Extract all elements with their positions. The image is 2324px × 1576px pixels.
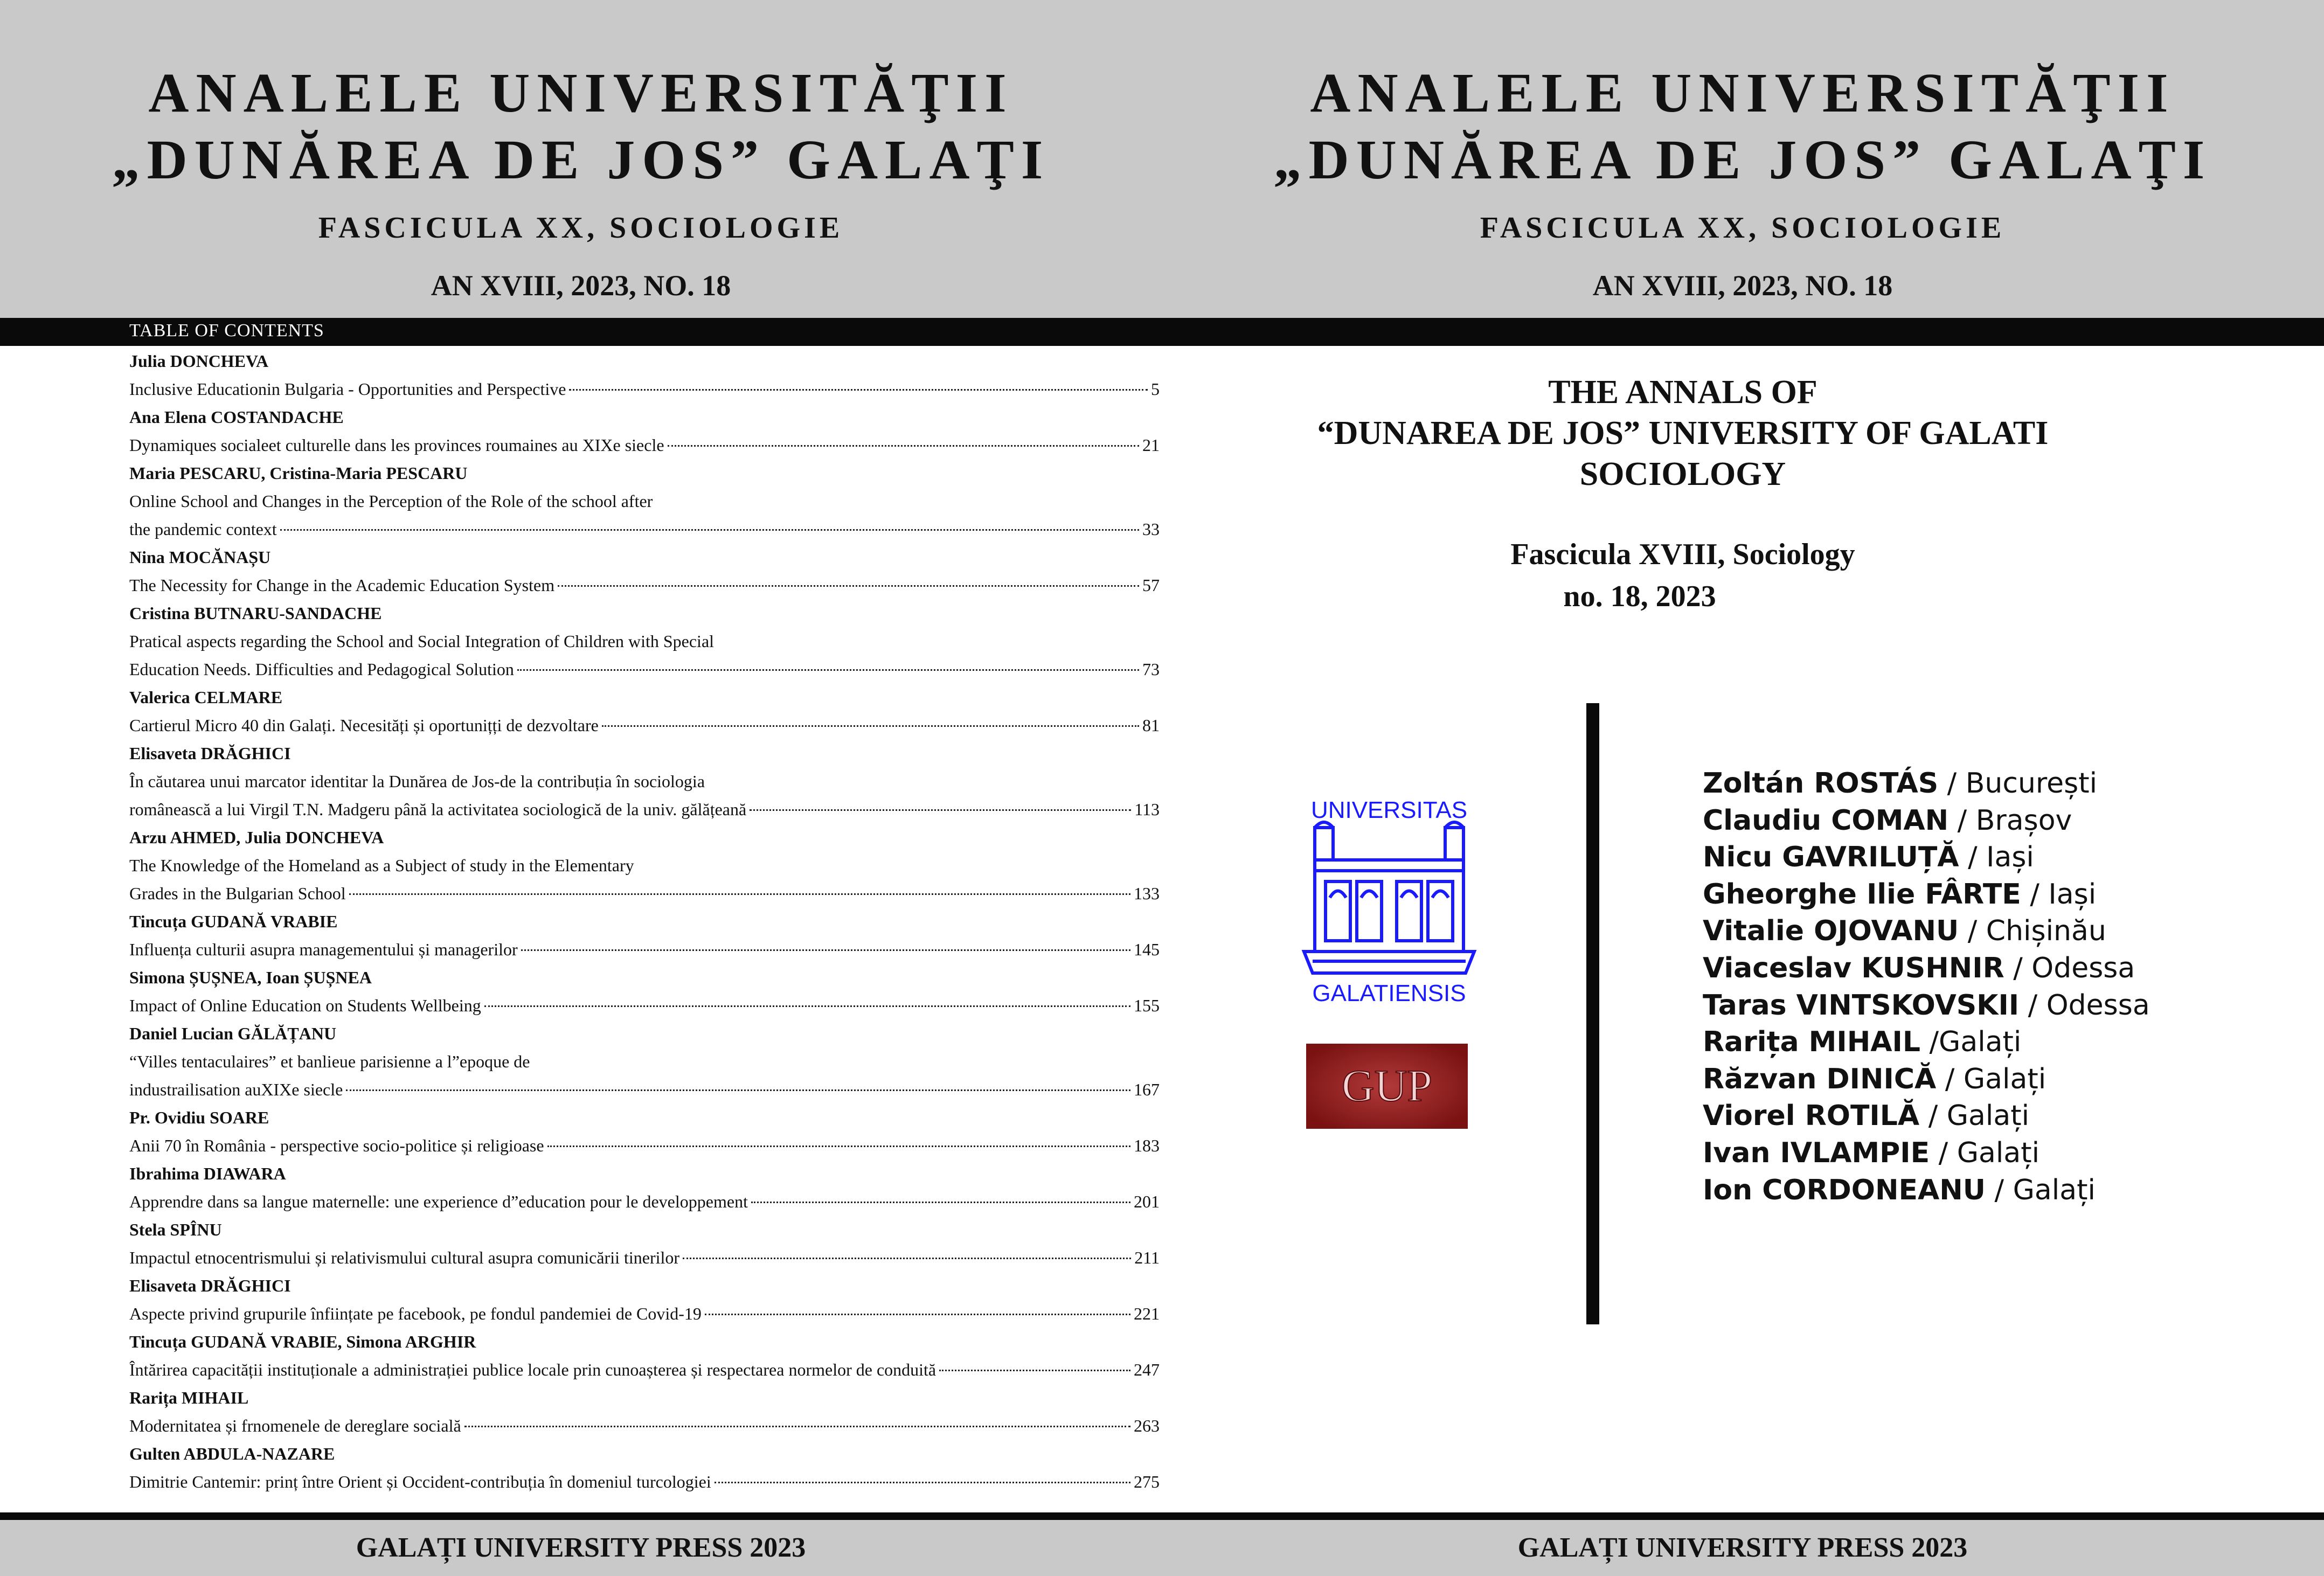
toc-page-number: 221 (1134, 1304, 1160, 1323)
gup-press-icon (1306, 1044, 1468, 1129)
toc-page-number: 73 (1142, 659, 1160, 679)
board-member-name: Viaceslav KUSHNIR (1703, 952, 2004, 984)
toc-article-line (129, 487, 1160, 515)
toc-author: Ana Elena COSTANDACHE (129, 407, 344, 427)
board-member-name: Răzvan DINICĂ (1703, 1063, 1937, 1095)
annals-title-line1: THE ANNALS OF (1548, 374, 1817, 411)
board-member-name: Nicu GAVRILUȚĂ (1703, 841, 1959, 874)
board-member-name: Zoltán ROSTÁS (1703, 767, 1939, 800)
toc-leader-dots (602, 725, 1139, 727)
board-member-name: Claudiu COMAN (1703, 804, 1949, 837)
toc-article-title: Anii 70 în România - perspective socio-politice și religioase (129, 1136, 544, 1155)
toc-leader-dots (683, 1258, 1131, 1259)
toc-article-title: Grades in the Bulgarian School (129, 884, 346, 903)
toc-heading: TABLE OF CONTENTS (129, 321, 324, 341)
board-member-city: / Galați (1930, 1136, 2040, 1169)
toc-author: Arzu AHMED, Julia DONCHEVA (129, 828, 384, 847)
toc-page-number: 211 (1134, 1248, 1160, 1267)
toc-article-line (129, 1047, 1160, 1075)
toc-page-number: 133 (1134, 884, 1160, 903)
toc-page-number: 183 (1134, 1136, 1160, 1155)
toc-entry (129, 963, 1160, 1019)
toc-entry (129, 1160, 1160, 1216)
toc-leader-dots (751, 1202, 1130, 1203)
toc-article-line (129, 879, 1160, 907)
footer-rule (0, 1512, 2324, 1520)
board-member-name: Gheorghe Ilie FÂRTE (1703, 878, 2021, 911)
journal-fascicula: FASCICULA XX, SOCIOLOGIE (318, 211, 844, 245)
toc-leader-dots (569, 389, 1148, 391)
toc-article-title: the pandemic context (129, 519, 277, 539)
toc-page-number: 263 (1134, 1416, 1160, 1435)
toc-leader-dots (939, 1370, 1130, 1371)
university-logo (1292, 790, 1486, 1005)
journal-title-line2: „DUNĂREA DE JOS” GALAŢI (1273, 129, 2212, 191)
editorial-board (1703, 765, 2150, 1209)
board-member-city: / Brașov (1948, 804, 2072, 837)
toc-page-number: 81 (1142, 716, 1160, 735)
toc-article-title: Pratical aspects regarding the School and Social Integration of Children with Special (129, 631, 714, 651)
journal-title-line1: ANALELE UNIVERSITĂŢII (1310, 62, 2175, 124)
toc-leader-dots (517, 669, 1139, 671)
toc-article-title: Apprendre dans sa langue maternelle: une experience d”education pour le developpement (129, 1192, 748, 1211)
toc-leader-dots (464, 1426, 1130, 1427)
toc-page-number: 5 (1151, 379, 1160, 399)
toc-page-number: 21 (1142, 435, 1160, 455)
toc-article-title: Influența culturii asupra managementului și managerilor (129, 940, 518, 959)
toc-entry (129, 543, 1160, 599)
toc-page-number: 275 (1134, 1472, 1160, 1491)
toc-article-title: Dynamiques socialeet culturelle dans les provinces roumaines au XIXe siecle (129, 435, 664, 455)
board-member (1703, 1172, 2150, 1209)
journal-issue: AN XVIII, 2023, NO. 18 (431, 269, 731, 302)
toc-article-line (129, 627, 1160, 655)
toc-article-title: The Knowledge of the Homeland as a Subject of study in the Elementary (129, 856, 634, 875)
toc-article-title: Education Needs. Difficulties and Pedagogical Solution (129, 659, 514, 679)
toc-article-line (129, 431, 1160, 459)
toc-author: Pr. Ovidiu SOARE (129, 1108, 269, 1127)
logo-bottom-text: GALATIENSIS (1312, 980, 1466, 1005)
toc-article-title: Modernitatea și frnomenele de dereglare socială (129, 1416, 461, 1435)
toc-article-line (129, 935, 1160, 963)
toc-author: Ibrahima DIAWARA (129, 1164, 286, 1183)
toc-author: Rarița MIHAIL (129, 1388, 249, 1407)
toc-article-title: Dimitrie Cantemir: prinț între Orient și Occident-contribuția în domeniul turcologiei (129, 1472, 711, 1491)
toc-article-line (129, 767, 1160, 795)
toc-leader-dots (280, 529, 1139, 531)
toc-article-line (129, 711, 1160, 739)
back-cover-header (0, 0, 1162, 318)
toc-page-number: 57 (1142, 575, 1160, 595)
annals-title (1162, 372, 2204, 495)
table-of-contents (129, 347, 1160, 1496)
toc-entry (129, 1328, 1160, 1384)
publisher-footer-right: GALAȚI UNIVERSITY PRESS 2023 (1517, 1532, 1968, 1563)
toc-article-title: În căutarea unui marcator identitar la Dunărea de Jos-de la contribuția în sociologia (129, 772, 705, 791)
board-member-city: / Odessa (2019, 989, 2150, 1022)
toc-author: Stela SPÎNU (129, 1220, 222, 1239)
toc-entry (129, 347, 1160, 403)
toc-article-title: Cartierul Micro 40 din Galați. Necesități și oportunițți de dezvoltare (129, 716, 599, 735)
board-member-name: Ivan IVLAMPIE (1703, 1136, 1930, 1169)
board-member-name: Vitalie OJOVANU (1703, 915, 1959, 948)
toc-article-title: Inclusive Educationin Bulgaria - Opportunities and Perspective (129, 379, 566, 399)
gup-text: GUP (1341, 1061, 1433, 1111)
toc-entry (129, 1440, 1160, 1496)
board-member-city: / Galați (1986, 1174, 2096, 1206)
annals-issue: no. 18, 2023 (1563, 580, 1716, 613)
board-member-city: / Galați (1919, 1100, 2030, 1133)
toc-leader-dots (668, 445, 1139, 447)
annals-fascicula: Fascicula XVIII, Sociology (1510, 538, 1855, 571)
toc-entry (129, 739, 1160, 823)
toc-entry (129, 1384, 1160, 1440)
board-member (1703, 913, 2150, 950)
toc-author: Valerica CELMARE (129, 688, 283, 707)
university-building-icon (1292, 790, 1486, 1005)
toc-entry (129, 1272, 1160, 1328)
board-member (1703, 765, 2150, 802)
board-member-city: / Odessa (2004, 952, 2135, 984)
toc-page-number: 247 (1134, 1360, 1160, 1379)
toc-entry (129, 599, 1160, 683)
toc-page-number: 201 (1134, 1192, 1160, 1211)
board-member (1703, 876, 2150, 913)
toc-article-line (129, 1412, 1160, 1440)
board-member (1703, 1135, 2150, 1172)
toc-entry (129, 459, 1160, 543)
board-member-name: Ion CORDONEANU (1703, 1174, 1986, 1206)
toc-author: Daniel Lucian GĂLĂȚANU (129, 1024, 337, 1043)
toc-entry (129, 907, 1160, 963)
toc-author: Tincuța GUDANĂ VRABIE, Simona ARGHIR (129, 1332, 476, 1351)
board-member-city: / Chișinău (1959, 915, 2106, 948)
toc-article-line (129, 1356, 1160, 1384)
toc-author: Julia DONCHEVA (129, 351, 269, 371)
annals-title-line3: SOCIOLOGY (1579, 456, 1786, 492)
toc-article-title: românească a lui Virgil T.N. Madgeru până la activitatea sociologică de la univ. gălățeană (129, 800, 747, 819)
toc-article-line (129, 795, 1160, 823)
toc-entry (129, 1019, 1160, 1103)
toc-author: Gulten ABDULA-NAZARE (129, 1444, 335, 1463)
publisher-footer-left: GALAȚI UNIVERSITY PRESS 2023 (356, 1532, 806, 1563)
toc-page-number: 145 (1134, 940, 1160, 959)
front-cover-header (1162, 0, 2323, 318)
board-member (1703, 802, 2150, 839)
toc-author: Elisaveta DRĂGHICI (129, 744, 291, 763)
toc-article-line (129, 1300, 1160, 1328)
board-member-city: /Galați (1920, 1026, 2022, 1059)
toc-entry (129, 1216, 1160, 1272)
board-member (1703, 1098, 2150, 1135)
toc-article-title: The Necessity for Change in the Academic Education System (129, 575, 555, 595)
toc-article-line (129, 1188, 1160, 1216)
toc-article-line (129, 1468, 1160, 1496)
toc-leader-dots (750, 809, 1131, 811)
toc-page-number: 113 (1134, 800, 1160, 819)
toc-article-title: Întărirea capacității instituționale a administrației publice locale prin cunoașterea și respectarea normelor de conduită (129, 1360, 936, 1379)
toc-author: Elisaveta DRĂGHICI (129, 1276, 291, 1295)
toc-entry (129, 823, 1160, 907)
toc-leader-dots (558, 585, 1139, 587)
board-member (1703, 1024, 2150, 1061)
gup-logo (1306, 1044, 1468, 1129)
toc-article-line (129, 515, 1160, 543)
toc-article-title: Aspecte privind grupurile înființate pe facebook, pe fondul pandemiei de Covid-19 (129, 1304, 702, 1323)
vertical-divider (1586, 703, 1599, 1324)
board-member-city: / Iași (2021, 878, 2097, 911)
toc-author: Tincuța GUDANĂ VRABIE (129, 912, 338, 931)
toc-entry (129, 1103, 1160, 1160)
toc-leader-dots (349, 893, 1130, 895)
toc-article-line (129, 1075, 1160, 1103)
toc-author: Nina MOCĂNAȘU (129, 547, 271, 567)
journal-title-line1: ANALELE UNIVERSITĂŢII (148, 62, 1014, 124)
board-member-name: Rarița MIHAIL (1703, 1026, 1920, 1059)
journal-fascicula: FASCICULA XX, SOCIOLOGIE (1480, 211, 2006, 245)
annals-title-line2: “DUNAREA DE JOS” UNIVERSITY OF GALATI (1317, 415, 2049, 452)
board-member-city: / Iași (1959, 841, 2034, 874)
journal-title-line2: „DUNĂREA DE JOS” GALAŢI (112, 129, 1050, 191)
toc-article-title: industrailisation auXIXe siecle (129, 1080, 343, 1099)
toc-page-number: 155 (1134, 996, 1160, 1015)
toc-entry (129, 683, 1160, 739)
toc-article-line (129, 375, 1160, 403)
toc-article-line (129, 1131, 1160, 1160)
toc-entry (129, 403, 1160, 459)
toc-leader-dots (547, 1145, 1130, 1147)
toc-article-line (129, 571, 1160, 599)
board-member-city: / București (1938, 767, 2098, 800)
toc-article-line (129, 1244, 1160, 1272)
toc-leader-dots (714, 1482, 1130, 1483)
toc-leader-dots (346, 1089, 1130, 1091)
toc-leader-dots (521, 949, 1130, 951)
board-member-name: Viorel ROTILĂ (1703, 1100, 1920, 1133)
toc-leader-dots (484, 1005, 1130, 1007)
toc-page-number: 33 (1142, 519, 1160, 539)
toc-page-number: 167 (1134, 1080, 1160, 1099)
toc-header-bar (0, 318, 2324, 346)
board-member-city: / Galați (1936, 1063, 2046, 1095)
toc-article-title: Impact of Online Education on Students Wellbeing (129, 996, 481, 1015)
board-member-name: Taras VINTSKOVSKII (1703, 989, 2020, 1022)
toc-article-title: “Villes tentaculaires” et banlieue parisienne a l”epoque de (129, 1052, 530, 1071)
toc-author: Maria PESCARU, Cristina-Maria PESCARU (129, 463, 468, 483)
toc-article-line (129, 851, 1160, 879)
board-member (1703, 839, 2150, 876)
logo-top-text: UNIVERSITAS (1310, 797, 1468, 823)
toc-article-line (129, 991, 1160, 1019)
toc-article-title: Impactul etnocentrismului și relativismului cultural asupra comunicării tinerilor (129, 1248, 680, 1267)
board-member (1703, 950, 2150, 987)
journal-issue: AN XVIII, 2023, NO. 18 (1592, 269, 1893, 302)
annals-fascicula-block (1162, 533, 2204, 617)
toc-leader-dots (705, 1314, 1130, 1315)
toc-author: Cristina BUTNARU-SANDACHE (129, 603, 382, 623)
toc-article-line (129, 655, 1160, 683)
toc-author: Simona ȘUȘNEA, Ioan ȘUȘNEA (129, 968, 372, 987)
board-member (1703, 987, 2150, 1024)
board-member (1703, 1061, 2150, 1098)
toc-article-title: Online School and Changes in the Perception of the Role of the school after (129, 491, 653, 511)
